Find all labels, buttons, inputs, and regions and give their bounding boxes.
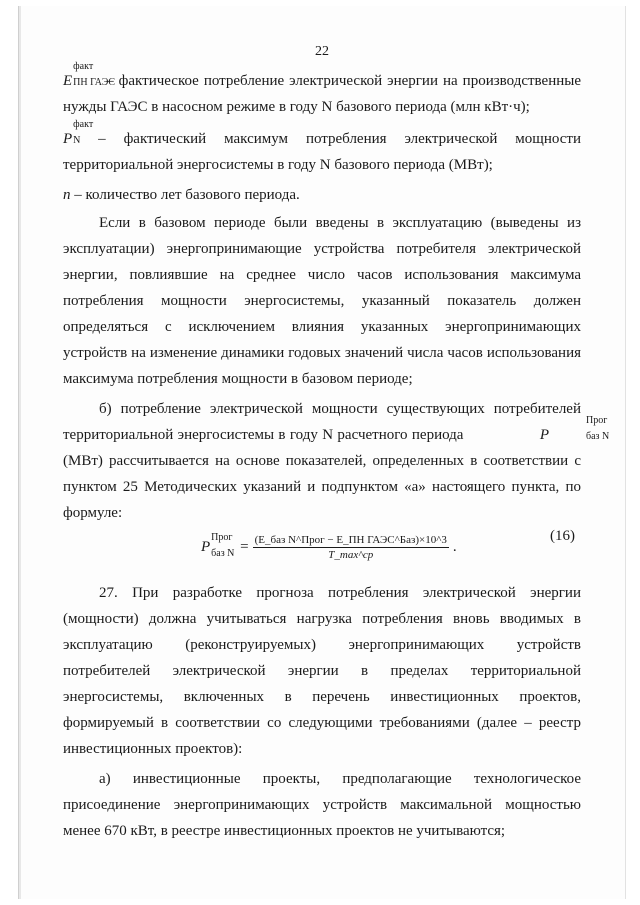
definition-n: n – количество лет базового периода. bbox=[63, 187, 300, 203]
symbol-p-fact: P факт N bbox=[63, 119, 94, 147]
formula-body bbox=[201, 534, 457, 561]
equation-number: (16) bbox=[550, 528, 575, 544]
symbol-p-prog: P Прог баз N bbox=[539, 415, 610, 443]
definition-e-fact: E факт ПН ГАЭС – фактическое потребление электрической энергии на производственные нужды ГАЭС в насосном режиме в году N базового периода (млн кВт·ч); bbox=[63, 61, 581, 115]
formula-fraction bbox=[253, 534, 449, 561]
formula-end: . bbox=[452, 539, 457, 555]
document-page bbox=[18, 6, 626, 899]
paragraph-base-period-note: Если в базовом периоде были введены в эксплуатацию (выведены из эксплуатации) энергопринимающие устройства потребителя электрической энергии, повлиявшие на среднее число часов использования максимума потребления мощности энергосистемы, указанный показатель должен определяться с исключением влияния указанных энергопринимающих устройств на изменение динамики годовых значений числа часов использования максимума потребления мощности в базовом периоде; bbox=[63, 215, 581, 387]
formula-denominator: T_max^ср bbox=[328, 549, 374, 561]
formula-equals: = bbox=[240, 539, 249, 555]
page-content bbox=[63, 61, 610, 844]
page-number: 22 bbox=[315, 44, 329, 59]
formula-lhs: P Прог баз N bbox=[201, 532, 235, 559]
formula-numerator: (E_баз N^Прог − E_ПН ГАЭС^Баз)×10^3 bbox=[254, 534, 447, 546]
symbol-n: n bbox=[63, 187, 71, 203]
paragraph-b-consumption: б) потребление электрической мощности существующих потребителей территориальной энергосистемы в году N расчетного периода P Прог баз N (МВт) рассчитывается на основе показателей, определенных в соответствии с пунктом 25 Методических указаний и подпунктом «а» настоящего пункта, по формуле: bbox=[63, 401, 610, 521]
paragraph-27: 27. При разработке прогноза потребления электрической энергии (мощности) должна учитываться нагрузка потребления вновь вводимых в эксплуатацию (реконструируемых) энергопринимающих устройств потребителей электрической энергии в пределах территориальной энергосистемы, включенных в перечень инвестиционных проектов, формируемый в соответствии со следующими требованиями (далее – реестр инвестиционных проектов): bbox=[63, 585, 581, 757]
definition-p-fact: P факт N – фактический максимум потребления электрической мощности территориальной энергосистемы в году N базового периода (МВт); bbox=[63, 119, 581, 173]
formula-16 bbox=[63, 530, 581, 574]
symbol-e-fact: E факт ПН ГАЭС bbox=[63, 61, 116, 89]
paragraph-a-investment: а) инвестиционные проекты, предполагающие технологическое присоединение энергопринимающих устройств максимальной мощностью менее 670 кВт, в реестре инвестиционных проектов не учитываются; bbox=[63, 771, 581, 839]
